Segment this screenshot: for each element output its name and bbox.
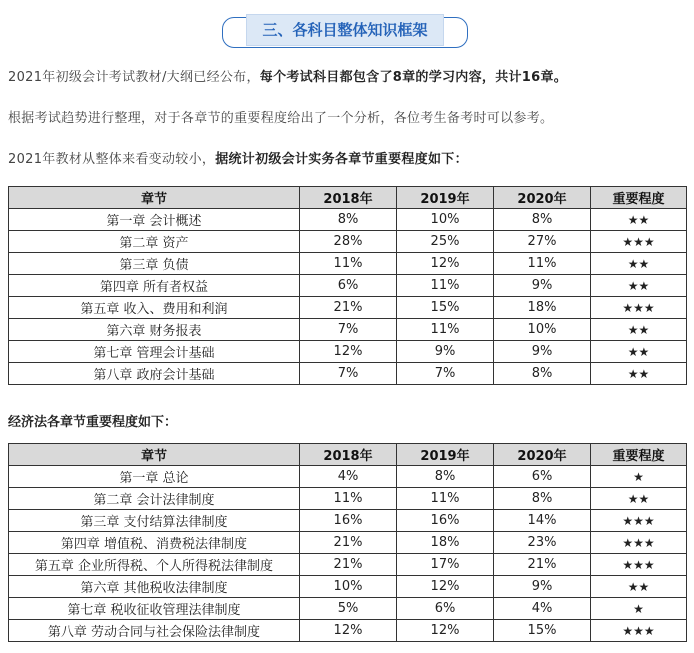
section-title: 三、各科目整体知识框架 xyxy=(246,14,444,46)
intro-p1-normal: 2021年初级会计考试教材/大纲已经公布， xyxy=(8,70,260,85)
header-2019: 2019年 xyxy=(397,444,494,466)
value-2019-cell: 7% xyxy=(397,363,494,385)
header-importance: 重要程度 xyxy=(591,444,687,466)
importance-stars: ★★ xyxy=(591,253,687,275)
intro-p1-bold: 每个考试科目都包含了8章的学习内容，共计16章。 xyxy=(259,70,568,85)
accounting-importance-table xyxy=(8,186,687,385)
header-importance: 重要程度 xyxy=(591,187,687,209)
value-2018-cell: 11% xyxy=(300,488,397,510)
table-row xyxy=(9,620,687,642)
value-2019-cell: 8% xyxy=(397,466,494,488)
value-2020-cell: 27% xyxy=(494,231,591,253)
table-row xyxy=(9,510,687,532)
table-row xyxy=(9,253,687,275)
table-header-row xyxy=(9,187,687,209)
chapter-cell: 第五章 企业所得税、个人所得税法律制度 xyxy=(9,554,300,576)
table-row xyxy=(9,363,687,385)
table-row xyxy=(9,488,687,510)
value-2019-cell: 25% xyxy=(397,231,494,253)
chapter-cell: 第八章 政府会计基础 xyxy=(9,363,300,385)
header-2020: 2020年 xyxy=(494,187,591,209)
table-row xyxy=(9,532,687,554)
chapter-cell: 第七章 税收征收管理法律制度 xyxy=(9,598,300,620)
importance-stars: ★★★ xyxy=(591,510,687,532)
table-header-row xyxy=(9,444,687,466)
intro-p3-bold: 据统计初级会计实务各章节重要程度如下： xyxy=(215,152,468,167)
importance-stars: ★ xyxy=(591,466,687,488)
value-2019-cell: 18% xyxy=(397,532,494,554)
table-row xyxy=(9,275,687,297)
law-importance-table xyxy=(8,443,687,642)
value-2020-cell: 9% xyxy=(494,341,591,363)
table-row xyxy=(9,231,687,253)
value-2019-cell: 12% xyxy=(397,620,494,642)
header-2020: 2020年 xyxy=(494,444,591,466)
value-2020-cell: 15% xyxy=(494,620,591,642)
value-2018-cell: 21% xyxy=(300,297,397,319)
importance-stars: ★★★ xyxy=(591,532,687,554)
header-chapter: 章节 xyxy=(9,444,300,466)
section-title-banner xyxy=(222,14,470,52)
chapter-cell: 第一章 会计概述 xyxy=(9,209,300,231)
value-2020-cell: 8% xyxy=(494,488,591,510)
value-2020-cell: 8% xyxy=(494,363,591,385)
chapter-cell: 第三章 负债 xyxy=(9,253,300,275)
value-2019-cell: 10% xyxy=(397,209,494,231)
value-2020-cell: 14% xyxy=(494,510,591,532)
importance-stars: ★★ xyxy=(591,341,687,363)
importance-stars: ★★★ xyxy=(591,554,687,576)
table-row xyxy=(9,466,687,488)
chapter-cell: 第四章 增值税、消费税法律制度 xyxy=(9,532,300,554)
header-2019: 2019年 xyxy=(397,187,494,209)
value-2018-cell: 8% xyxy=(300,209,397,231)
intro-paragraph-1 xyxy=(8,66,567,85)
value-2018-cell: 28% xyxy=(300,231,397,253)
value-2018-cell: 12% xyxy=(300,620,397,642)
importance-stars: ★★ xyxy=(591,488,687,510)
table-row xyxy=(9,209,687,231)
chapter-cell: 第八章 劳动合同与社会保险法律制度 xyxy=(9,620,300,642)
value-2020-cell: 18% xyxy=(494,297,591,319)
value-2019-cell: 15% xyxy=(397,297,494,319)
chapter-cell: 第五章 收入、费用和利润 xyxy=(9,297,300,319)
value-2018-cell: 16% xyxy=(300,510,397,532)
header-2018: 2018年 xyxy=(300,444,397,466)
chapter-cell: 第六章 其他税收法律制度 xyxy=(9,576,300,598)
table-row xyxy=(9,297,687,319)
value-2018-cell: 11% xyxy=(300,253,397,275)
table-row xyxy=(9,576,687,598)
table-row xyxy=(9,319,687,341)
importance-stars: ★★ xyxy=(591,319,687,341)
value-2018-cell: 21% xyxy=(300,554,397,576)
chapter-cell: 第三章 支付结算法律制度 xyxy=(9,510,300,532)
value-2019-cell: 11% xyxy=(397,488,494,510)
header-2018: 2018年 xyxy=(300,187,397,209)
table-row xyxy=(9,598,687,620)
value-2018-cell: 6% xyxy=(300,275,397,297)
intro-p3-normal: 2021年教材从整体来看变动较小， xyxy=(8,152,216,167)
importance-stars: ★★ xyxy=(591,576,687,598)
importance-stars: ★★★ xyxy=(591,620,687,642)
chapter-cell: 第二章 资产 xyxy=(9,231,300,253)
importance-stars: ★★ xyxy=(591,209,687,231)
value-2018-cell: 7% xyxy=(300,319,397,341)
value-2019-cell: 9% xyxy=(397,341,494,363)
value-2019-cell: 16% xyxy=(397,510,494,532)
chapter-cell: 第四章 所有者权益 xyxy=(9,275,300,297)
law-section-heading: 经济法各章节重要程度如下： xyxy=(8,415,178,430)
chapter-cell: 第一章 总论 xyxy=(9,466,300,488)
header-chapter: 章节 xyxy=(9,187,300,209)
intro-paragraph-2: 根据考试趋势进行整理，对于各章节的重要程度给出了一个分析，各位考生备考时可以参考。 xyxy=(8,111,554,126)
table-row xyxy=(9,554,687,576)
value-2018-cell: 7% xyxy=(300,363,397,385)
value-2020-cell: 4% xyxy=(494,598,591,620)
value-2019-cell: 17% xyxy=(397,554,494,576)
value-2020-cell: 10% xyxy=(494,319,591,341)
value-2020-cell: 11% xyxy=(494,253,591,275)
value-2020-cell: 23% xyxy=(494,532,591,554)
value-2018-cell: 12% xyxy=(300,341,397,363)
value-2020-cell: 8% xyxy=(494,209,591,231)
chapter-cell: 第二章 会计法律制度 xyxy=(9,488,300,510)
importance-stars: ★★ xyxy=(591,275,687,297)
chapter-cell: 第七章 管理会计基础 xyxy=(9,341,300,363)
table-row xyxy=(9,341,687,363)
value-2020-cell: 9% xyxy=(494,576,591,598)
value-2019-cell: 12% xyxy=(397,576,494,598)
value-2019-cell: 11% xyxy=(397,319,494,341)
value-2018-cell: 10% xyxy=(300,576,397,598)
value-2018-cell: 4% xyxy=(300,466,397,488)
value-2018-cell: 5% xyxy=(300,598,397,620)
value-2020-cell: 6% xyxy=(494,466,591,488)
intro-paragraph-3 xyxy=(8,148,468,167)
value-2018-cell: 21% xyxy=(300,532,397,554)
chapter-cell: 第六章 财务报表 xyxy=(9,319,300,341)
importance-stars: ★★★ xyxy=(591,231,687,253)
value-2020-cell: 21% xyxy=(494,554,591,576)
value-2020-cell: 9% xyxy=(494,275,591,297)
value-2019-cell: 11% xyxy=(397,275,494,297)
importance-stars: ★ xyxy=(591,598,687,620)
value-2019-cell: 12% xyxy=(397,253,494,275)
value-2019-cell: 6% xyxy=(397,598,494,620)
importance-stars: ★★ xyxy=(591,363,687,385)
importance-stars: ★★★ xyxy=(591,297,687,319)
